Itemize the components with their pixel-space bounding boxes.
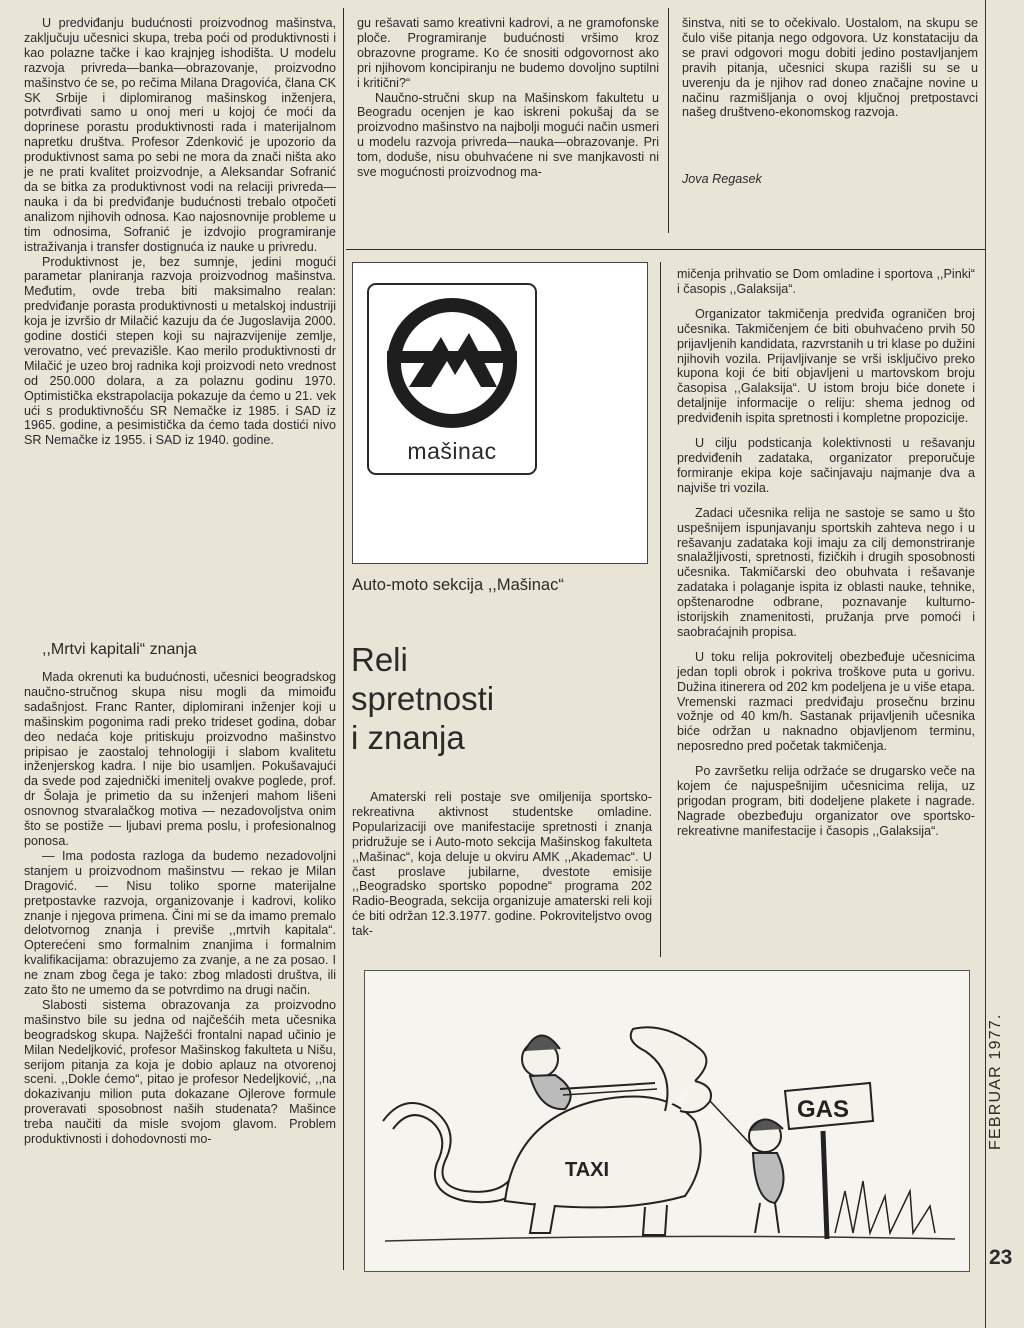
column-rule <box>660 262 661 957</box>
paragraph: mičenja prihvatio se Dom omladine i sportova ,,Pinki“ i časopis ,,Galaksija“. <box>677 267 975 296</box>
paragraph: Organizator takmičenja predviđa ograničen broj učesnika. Takmičenjem će biti obuhvaćeno prvih 50 prijavljenih kandidata, razvrstanih u tri klase po dužini njihovih vozila. Prijavljivanje se vrši isključivo preko kupona koji će biti objavljeni u martovskom broju časopisa ,,Galaksija“. U istom broju biće donete i detaljnije informacije o reliju: shema jednog od predviđenih ispita spretnosti i kompletne propozicije. <box>677 306 975 426</box>
masinac-logo-icon <box>369 289 535 439</box>
gas-sign-text: GAS <box>797 1096 850 1123</box>
column-rule <box>668 8 669 233</box>
paragraph: U predviđanju budućnosti proizvodnog mašinstva, zaključuju učesnici skupa, treba poći od produktivnosti i kao polazne tačke i kao krajnjeg ishodišta. U modelu razvoja privreda—banka—obrazovanje, proizvodno mašinstvo će se, po rečima Milana Dragovića, člana CK SK Srbije i diplomiranog mašinskog inženjera, potvrđivati samo u onoj meri u kojoj će moći da doprinese porastu produktivnosti rada i materijalnom napretku društva. Profesor Zdenković je upozorio da produktivnost sama po sebi ne mora da znači ništa ako je ne prati kvalitet proizvodnje, a Aleksandar Sofranić da se bitka za produktivnost vodi na relaciji privreda—nauka i da bi predviđanje budućnosti trebalo otpočeti analizom njihovih odnosa. Kao najosnovnije probleme u tim odnosima, Sofranić je izdvojio programiranje istraživanja i transfer dostignuća iz nauke u privredu. <box>24 16 336 254</box>
paragraph: U toku relija pokrovitelj obezbeđuje učesnicima jedan topli obrok i pokriva troškove puta u gorivu. Dužina itinerera od 202 km podeljena je u više etapa. Vremenski razmaci predviđaju prosečnu brzinu vožnje od 40 km/h. Sastanak prijavljenih učesnika biće održan u naknadno objavljenom terminu, neposredno pred početak takmičenja. <box>677 649 975 754</box>
column-3-top <box>682 16 978 187</box>
masinac-logo <box>367 283 537 475</box>
logo-wordmark: mašinac <box>407 438 497 464</box>
paragraph: šinstva, niti se to očekivalo. Uostalom, na skupu se čulo više pitanja nego odgovora. Uz konstataciju da se pravi odgovori mogu dobiti jedino postavljanjem pravih pitanja, učesnici skupa razišli su se u uverenju da je njihov rad doneo značajne novine u načinu razmišljanja o ovoj ključnoj pretpostavci našeg društveno-ekonomskog razvoja. <box>682 16 978 120</box>
subheading: ,,Mrtvi kapitali“ znanja <box>42 641 197 658</box>
section-label: Auto-moto sekcija ,,Mašinac“ <box>352 576 564 594</box>
paragraph: — Ima podosta razloga da budemo nezadovoljni stanjem u proizvodnom mašinstvu — rekao je Milan Dragović. — Nisu toliko sporne materijalne pretpostavke razvoja, organizovanje i kadrovi, koliko znanje i njegova primena. Čini mi se da imamo premalo delotvornog znanja i previše ,,mrtvih kapitala“. Opterećeni smo formalnim znanjima i formalnim kvalifikacijama: obrazujemo za zvanje, a ne za posao. I ne znam zbog čega je tako: zbog mladosti društva, ili zato što ne umemo da se potvrdimo na drugi način. <box>24 848 336 998</box>
paragraph: Amaterski reli postaje sve omiljenija sportsko-rekreativna aktivnost studentske omladine. Popularizaciji ove manifestacije spretnosti i znanja pridružuje se i Auto-moto sekcija Mašinskog fakulteta ,,Mašinac“, koja deluje u okviru AMK ,,Akademac“. U čast proslave jubilarne, dvestote emisije ,,Beogradsko sportsko popodne“ programa 202 Radio-Beograda, sekcija organizuje amaterski reli koji će biti održan 12.3.1977. godine. Pokroviteljstvo ovog tak- <box>352 790 652 939</box>
column-3-bottom <box>677 267 975 839</box>
title-line: i znanja <box>351 719 465 756</box>
column-2-bottom <box>352 790 652 939</box>
logo-panel <box>352 262 648 564</box>
paragraph: Mada okrenuti ka budućnosti, učesnici beogradskog naučno-stručnog skupa nisu mogli da mimoiđu sadašnjost. Franc Ranter, diplomirani inženjer koji u mašinskim pogonima radi preko trideset godina, dobar deo nedaća koje pritiskuju proizvodno mašinstvo pripisao je zaostaloj tehnologiji i slabom kvalitetu inženjerskog kadra. I nije bio usamljen. Pokušavajući da svede pod zajednički imenitelj ovakve poglede, prof. dr Šolaja je primetio da su inženjeri mahom lišeni osnovnog stvaralačkog motiva — nezadovoljstva onim što se postiže — ljubavi prema poslu, i profesionalnog ponosa. <box>24 670 336 848</box>
taxi-label-text: TAXI <box>565 1159 610 1181</box>
cartoon-illustration <box>364 970 970 1272</box>
column-2-top <box>357 16 659 180</box>
paragraph: Produktivnost je, bez sumnje, jedini mogući parametar planiranja razvoja proizvodnog mašinstva. Međutim, ovde treba biti maksimalno realan: predviđanje porasta produktivnosti u metalskoj industriji koja je izvršio dr Milačić kazuju da će Jugoslavija 2000. godine dostići stepen koji su najrazvijenije zemlje, verovatno, već prevazišle. Kao merilo produktivnosti dr Milačić je uzeo broj radnika koji proizvodi neto vrednost od 250.000 dolara, a za polaznu godinu 1970. Optimistička ekstrapolacija pokazuje da ćemo u 21. vek ući s produktivnošću SR Nemačke iz 1985. i SAD iz 1965. godine, a pesimistička da ćemo tada dostići nivo SR Nemačke iz 1955. i SAD iz 1940. godine. <box>24 254 336 448</box>
paragraph: U cilju podsticanja kolektivnosti u rešavanju predviđenih zadataka, organizator preporučuje formiranje ekipa koje sačinjavaju najmanje dva a najviše tri vozila. <box>677 436 975 495</box>
column-rule <box>343 8 344 1270</box>
paragraph: Po završetku relija održaće se drugarsko veče na kojem će najuspešnijim učesnicima relija, uz prigodan program, biti dodeljene plakete i nagrade. Nagrade obezbeđuju organizator ove sportsko-rekreativne manifestacije i časopis ,,Galaksija“. <box>677 764 975 838</box>
cartoon-drawing <box>365 971 969 1271</box>
issue-date: FEBRUAR 1977. <box>987 1013 1004 1150</box>
page-number: 23 <box>989 1246 1013 1269</box>
author-signature: Jova Regasek <box>682 172 762 187</box>
paragraph: Zadaci učesnika relija ne sastoje se samo u što uspešnijem ispunjavanju sportskih zahteva nego i u rešavanju zadataka koji imaju za cilj demonstriranje snalažljivosti, spretnosti, fizičkih i drugih sposobnosti učesnika. Takmičarski deo obuhvata i rešavanje zadataka i polaganje ispita iz oblasti nauke, tehnike, opštenarodne odbrane, poznavanje kulturno-istorijskih znamenitosti, pružanja prve pomoći i saobraćajnih propisa. <box>677 505 975 639</box>
column-1-top <box>24 16 336 448</box>
article-title <box>351 640 651 757</box>
paragraph: Slabosti sistema obrazovanja za proizvodno mašinstvo bile su jedna od najčešćih meta učesnika beogradskog skupa. Najžešći frontalni napad učinio je Milan Nedeljković, profesor Mašinskog fakulteta u Nišu, serijom pitanja za koja je dobio aplauz na otvorenoj sceni. ,,Dokle ćemo“, pitao je profesor Nedeljković, ,,na dokazivanju milion puta dokazane Ojlerove formule proveravati sposobnost naših studenata? Mašince treba naučiti da misle svojom glavom. Problem produktivnosti i dohodovnosti mo- <box>24 997 336 1147</box>
title-line: spretnosti <box>351 680 495 717</box>
title-line: Reli <box>351 641 408 678</box>
page-edge-rule <box>985 0 986 1328</box>
column-1-bottom <box>24 640 336 1147</box>
paragraph: gu rešavati samo kreativni kadrovi, a ne gramofonske ploče. Programiranje budućnosti vršimo kroz obrazovne programe. Ko će snositi odgovornost ako pri njihovom koncipiranju ne budemo dovoljno suptilni i kritični?“ <box>357 16 659 90</box>
paragraph: Naučno-stručni skup na Mašinskom fakultetu u Beogradu ocenjen je kao iskreni pokušaj da se proizvodno mašinstvo na najbolji mogući način usmeri u modelu razvoja privreda—nauka—obrazovanje. Pri tom, doduše, nisu obuhvaćene ni sve manjkavosti ni sve mogućnosti proizvodnog ma- <box>357 90 659 180</box>
section-divider <box>346 249 986 250</box>
